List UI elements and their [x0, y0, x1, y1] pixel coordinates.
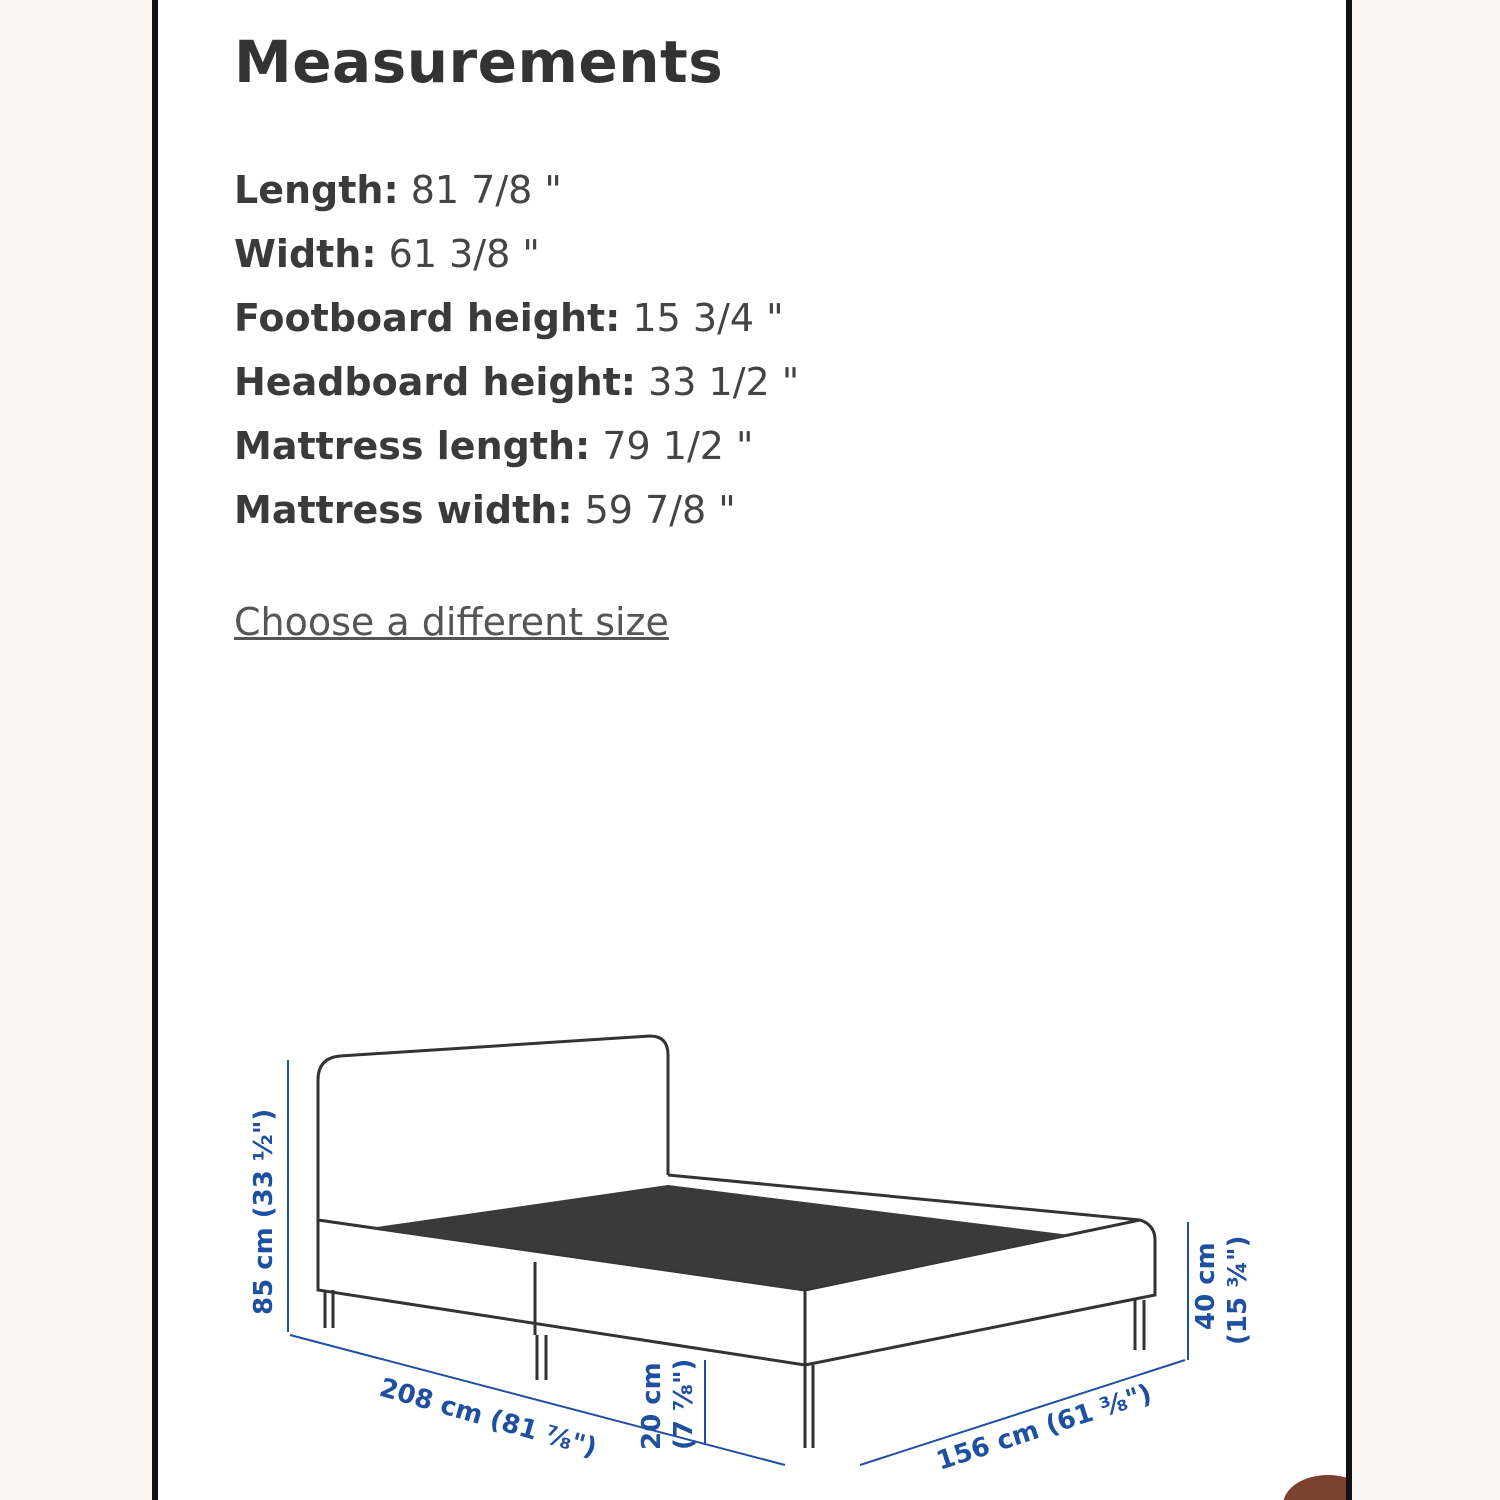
spec-value: 33 1/2 ": [648, 360, 800, 404]
footboard-height-dimension: 40 cm: [1191, 1242, 1221, 1330]
spec-label: Footboard height:: [234, 296, 621, 340]
page-title: Measurements: [234, 28, 724, 96]
spec-value: 59 7/8 ": [584, 488, 736, 532]
height-dimension: 85 cm (33 ½"): [249, 1108, 279, 1315]
leg-height-inches: (7 ⅞"): [669, 1358, 699, 1450]
spec-label: Headboard height:: [234, 360, 637, 404]
spec-label: Length:: [234, 168, 399, 212]
choose-different-size-link[interactable]: Choose a different size: [234, 600, 669, 644]
spec-value: 61 3/8 ": [388, 232, 540, 276]
spec-label: Mattress width:: [234, 488, 573, 532]
width-dimension: 156 cm (61 ⅜"): [932, 1378, 1156, 1477]
spec-value: 79 1/2 ": [602, 424, 754, 468]
spec-value: 15 3/4 ": [632, 296, 784, 340]
slatted-base: [370, 1185, 1070, 1290]
leg-height-dimension: 20 cm: [637, 1362, 667, 1450]
spec-label: Mattress length:: [234, 424, 591, 468]
length-dimension: 208 cm (81 ⅞"): [376, 1372, 600, 1464]
spec-value: 81 7/8 ": [410, 168, 562, 212]
spec-label: Width:: [234, 232, 377, 276]
footboard-height-inches: (15 ¾"): [1223, 1235, 1253, 1345]
